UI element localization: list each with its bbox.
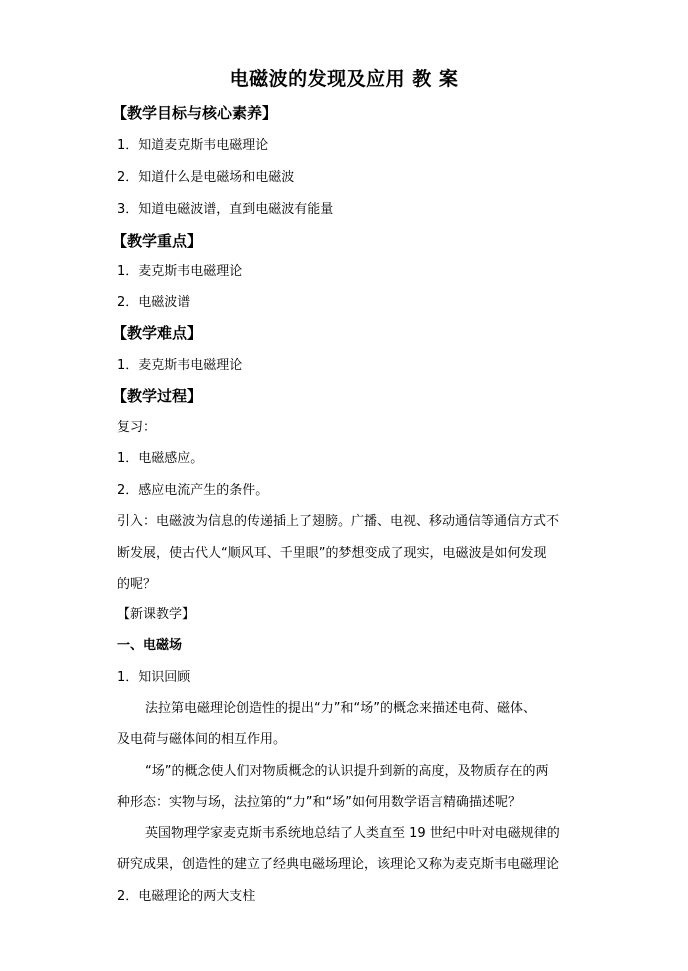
part-one-subheading: 1．知识回顾 [117, 670, 191, 685]
document-title: 电磁波的发现及应用 教 案 [229, 68, 459, 90]
paragraph-line: 种形态：实物与场，法拉第的“力”和“场”如何用数学语言精确描述呢？ [117, 795, 521, 810]
key-points-heading: 【教学重点】 [112, 232, 203, 250]
intro-paragraph-line: 断发展，使古代人“顺风耳、千里眼”的梦想变成了现实，电磁波是如何发现 [117, 546, 547, 561]
goal-item: 3．知道电磁波谱，直到电磁波有能量 [117, 202, 334, 217]
goal-item: 2．知道什么是电磁场和电磁波 [117, 170, 295, 185]
new-lesson-label: 【新课教学】 [117, 607, 196, 622]
difficult-points-heading: 【教学难点】 [112, 324, 203, 342]
intro-paragraph-line: 的呢？ [117, 577, 157, 592]
key-point-item: 1．麦克斯韦电磁理论 [117, 264, 243, 279]
intro-paragraph-line: 引入：电磁波为信息的传递插上了翅膀。广播、电视、移动通信等通信方式不 [117, 514, 560, 529]
key-point-item: 2．电磁波谱 [117, 295, 191, 310]
paragraph-line: 研究成果，创造性的建立了经典电磁场理论，该理论又称为麦克斯韦电磁理论 [117, 857, 560, 872]
part-one-heading: 一、电磁场 [117, 638, 183, 653]
difficult-point-item: 1．麦克斯韦电磁理论 [117, 358, 243, 373]
part-one-subheading: 2．电磁理论的两大支柱 [117, 889, 256, 904]
review-item: 2．感应电流产生的条件。 [117, 483, 269, 498]
review-item: 1．电磁感应。 [117, 451, 204, 466]
goals-heading: 【教学目标与核心素养】 [112, 104, 278, 122]
review-label: 复习： [117, 420, 157, 435]
paragraph-line: 及电荷与磁体间的相互作用。 [117, 732, 287, 747]
goal-item: 1．知道麦克斯韦电磁理论 [117, 138, 269, 153]
paragraph-line: 英国物理学家麦克斯韦系统地总结了人类直至 19 世纪中叶对电磁规律的 [145, 826, 560, 841]
paragraph-line: “场”的概念使人们对物质概念的认识提升到新的高度，及物质存在的两 [145, 764, 549, 779]
paragraph-line: 法拉第电磁理论创造性的提出“力”和“场”的概念来描述电荷、磁体、 [145, 701, 536, 716]
process-heading: 【教学过程】 [112, 387, 203, 405]
